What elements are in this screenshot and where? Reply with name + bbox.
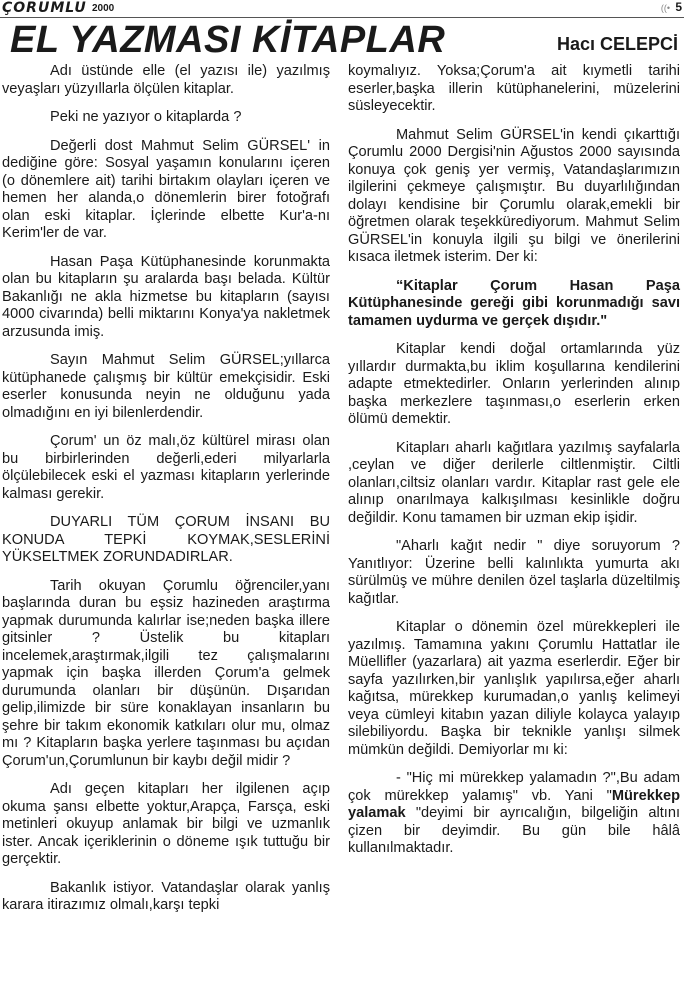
text-run: - "Hiç mi mürekkep yalamadın ?",Bu adam çok mürekkep yalamış" vb. Yani "	[348, 770, 680, 804]
paragraph: Mahmut Selim GÜRSEL'in kendi çıkarttığı Çorumlu 2000 Dergisi'nin Ağustos 2000 sayısında konuya çok geniş yer vermiş, Vatandaşlarımızın ilgilerini çekmeye çalışmıştır. Bu duyarlılığından dolayı kendisine bir Çorumlu olarak,emekli bir öğretmen olarak teşekkürediyorum. Mahmut Selim GÜRSEL'in konuyla ilgili şu bilgi ve önerilerini kısaca iletmek isterim. Der ki:	[348, 126, 680, 265]
bold-idiom: Mürekkep yalamak	[348, 787, 680, 821]
page-number: 5	[675, 0, 682, 14]
quote-paragraph: “Kitaplar Çorum Hasan Paşa Kütüphanesinde gereği gibi korunmadığı savı tamamen uydurma ve gerçek dışıdır."	[348, 277, 680, 329]
paragraph: Kitapları aharlı kağıtlara yazılmış sayfalarla ,ceylan ve diğer derilerle ciltlenmiştir. Ciltli olanları,ciltsiz olanları vardır. Kitaplar rast gele ele alınıp onarılmaya kalkışılması kesinlikle doğru değildir. Konu tamamen bir uzman ekip işidir.	[348, 439, 680, 526]
paragraph: Kitaplar o dönemin özel mürekkepleri ile yazılmış. Tamamına yakını Çorumlu Hattatlar ile Müellifler (yazarlara) ait yazma eserlerdir. Eğer bir sayfa yazılırken,bir yanlışlık yapılırsa,eğer aharlı kağıtsa, mürekkep kurumadan,o yanlış kelimeyi veya cümleyi kitabın yazan diliyle kolayca yalayıp silebiliyordu. Başka bir teknikle yanlışı silmek mümkün değildi. Demiyorlar mı ki:	[348, 619, 680, 758]
paragraph: Kitaplar kendi doğal ortamlarında yüz yıllardır durmakta,bu iklim koşullarına kendilerini adapte etmektedirler. Onların yerlerinden alınıp başka merkezlere taşınması,o eserlerin erken ölümü demektir.	[348, 341, 680, 427]
paragraph: Tarih okuyan Çorumlu öğrenciler,yanı başlarında duran bu eşsiz hazineden araştırma yapmak durumunda kalırlar ise;neden başka illere gitsinler ? Üstelik bu kitapları incelemek,araştırmak,ilgili tez çalışmalarını yapmak için başka illerden Çorum'a gelmek durumunda olanları bir düşünün. Dışarıdan gelip,ilimizde bir süre konaklayan insanların bu şehre bir takım ekonomik katkıları olur mu, olmaz mı ? Kitapların başka yerlere taşınması bu açıdan Çorum'un,Çorumlunun bir kaybı değil midir ?	[2, 577, 330, 769]
article-author: Hacı CELEPCİ	[556, 34, 678, 54]
article-column-1	[2, 63, 330, 926]
masthead	[0, 0, 684, 18]
paragraph: Adı geçen kitapları her ilgilenen açıp okuma şansı elbette yoktur,Arapça, Farsça, eski metinleri okuyup anlamak bir bilgi ve uzmanlık ister. Ancak içeriklerinin o döneme ışık tuttuğu bir gerçektir.	[2, 781, 330, 867]
paragraph: "Aharlı kağıt nedir " diye soruyorum ? Yanıtlıyor: Üzerine belli kalınlıkta yumurta akı sürülmüş ve mühre denilen özel taşlarla düzeltilmiş kağıtlar.	[348, 538, 680, 607]
text-run: "deyimi bir ayrıcalığın, bilgeliğin altını çizen bir deyimdir. Bu gün bile hâlâ kullanılmaktadır.	[348, 805, 680, 856]
magazine-logo: ÇORUMLU	[2, 0, 87, 16]
signal-icon: ((•	[660, 3, 670, 13]
paragraph-continued: koymalıyız. Yoksa;Çorum'a ait kıymetli tarihi eserler,başka illerin kütüphanelerini, müzelerini süsleyecektir.	[348, 63, 680, 114]
paragraph: Sayın Mahmut Selim GÜRSEL;yıllarca kütüphanede çalışmış bir kültür emekçisidir. Eski eserler konusunda neyin ne olduğunu yada olmadığını en iyi bilenlerdendir.	[2, 352, 330, 421]
paragraph: Bakanlık istiyor. Vatandaşlar olarak yanlış karara itirazımız olmalı,karşı tepki	[2, 879, 330, 913]
magazine-year: 2000	[92, 3, 115, 14]
article-title: EL YAZMASI KİTAPLAR	[10, 19, 446, 61]
paragraph	[348, 770, 680, 858]
paragraph: Peki ne yazıyor o kitaplarda ?	[50, 109, 242, 125]
paragraph: Adı üstünde elle (el yazısı ile) yazılmış veyaşları yüzyıllarla ölçülen kitaplar.	[2, 63, 330, 97]
article-column-2	[348, 63, 680, 869]
paragraph: DUYARLI TÜM ÇORUM İNSANI BU KONUDA TEPKİ KOYMAK,SESLERİNİ YÜKSELTMEK ZORUNDADIRLAR.	[2, 514, 330, 565]
paragraph: Değerli dost Mahmut Selim GÜRSEL' in dediğine göre: Sosyal yaşamın konularını içeren (o dönemlere ait) tarihi birtakım olayları içeren ve hemen her alanda,o dönemlerin birer fotoğrafı olan eski kitaplar. İçlerinde elbette Kur'a-nı Kerim'ler de var.	[2, 137, 330, 241]
paragraph: Hasan Paşa Kütüphanesinde korunmakta olan bu kitapların şu aralarda başı belada. Kültür Bakanlığı ne akla hizmetse bu kitapların (sayısı 4000 civarında) belli miktarını Konya'ya nakletmek arzusunda imiş.	[2, 253, 330, 340]
paragraph: Çorum' un öz malı,öz kültürel mirası olan bu birbirlerinden değerli,ederi milyarlarla ölçülebilecek eski el yazması kitapların yerlerinde kalması gerekir.	[2, 433, 330, 502]
